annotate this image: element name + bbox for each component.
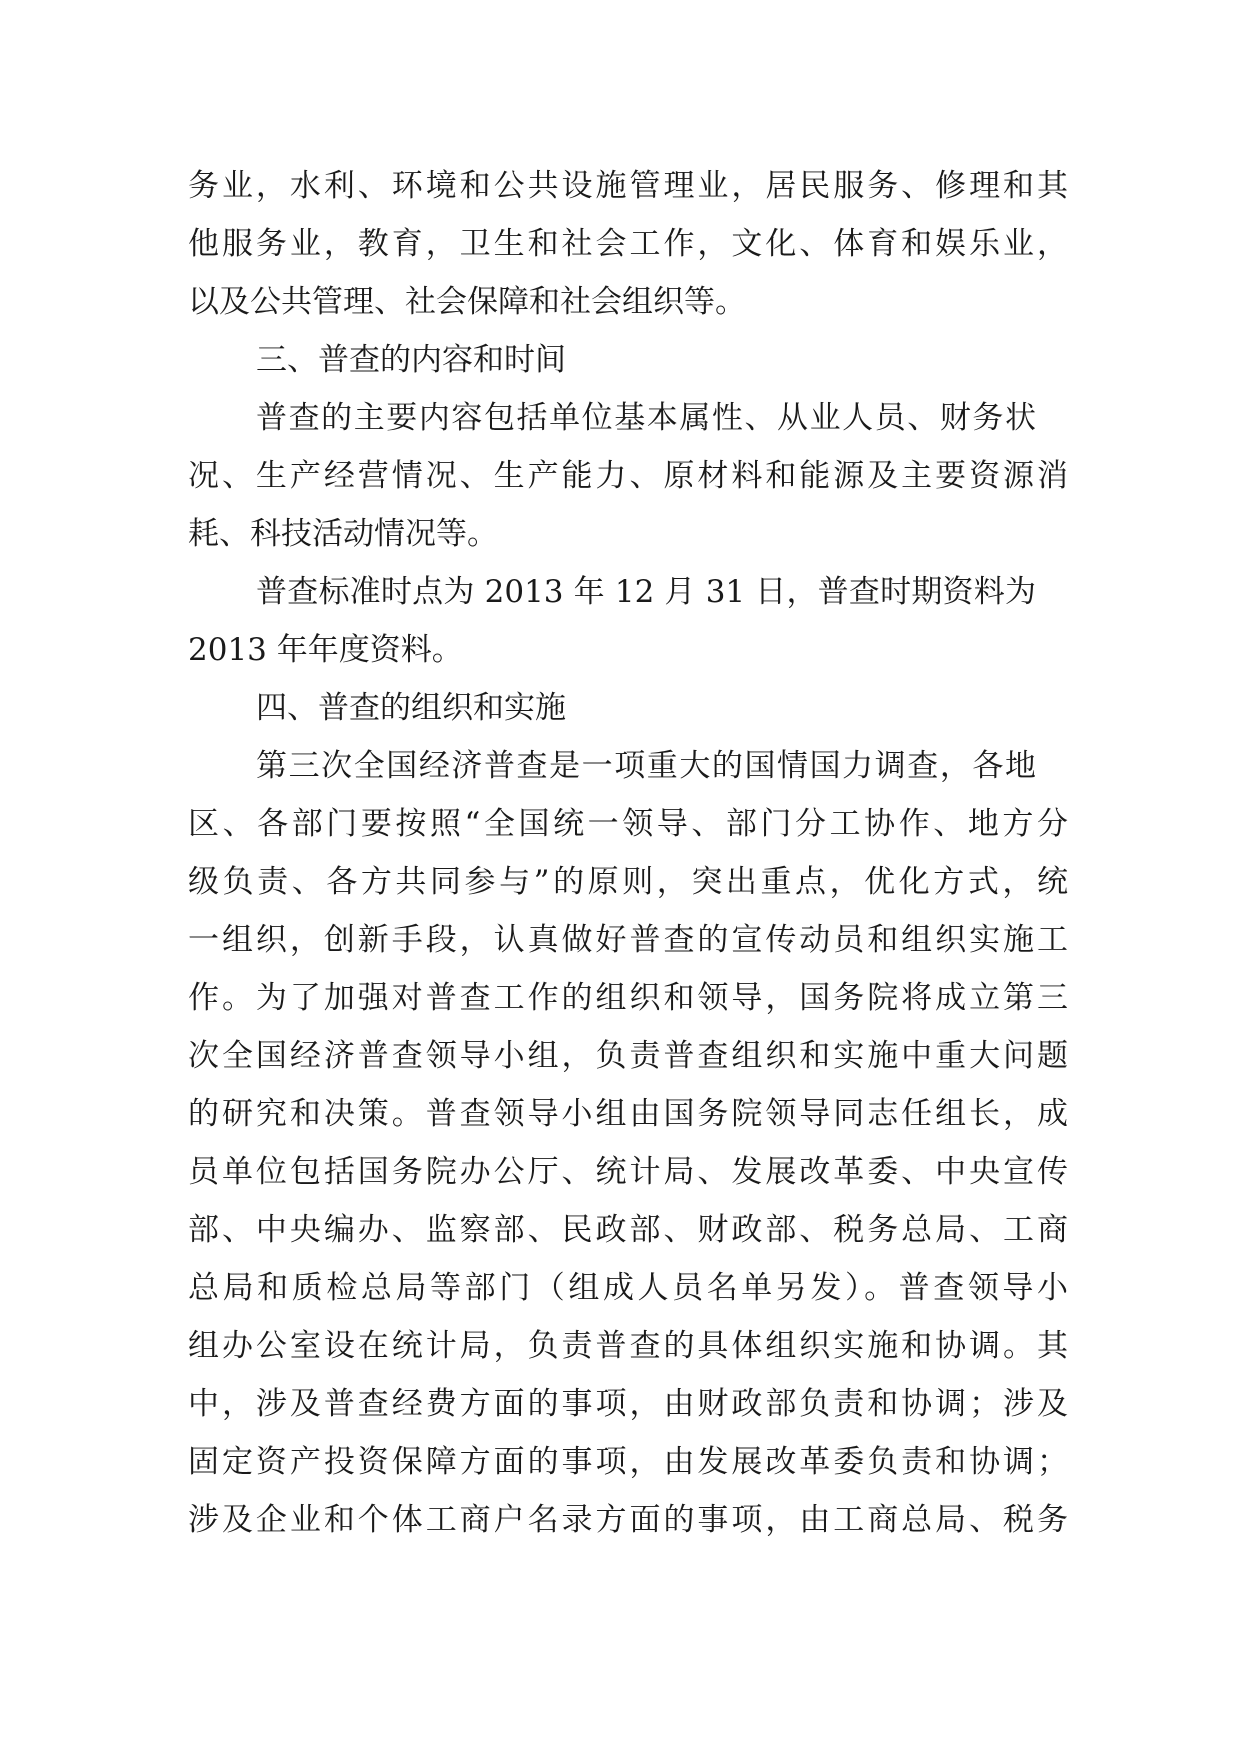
section-heading: 三、普查的内容和时间 — [256, 342, 566, 378]
text-line: 以及公共管理、社会保障和社会组织等。 — [188, 284, 746, 320]
text-line: 一组织，创新手段，认真做好普查的宣传动员和组织实施工 — [188, 922, 1068, 958]
text-line: 部、中央编办、监察部、民政部、财政部、税务总局、工商 — [188, 1212, 1068, 1248]
text-line: 他服务业，教育，卫生和社会工作，文化、体育和娱乐业， — [188, 226, 1068, 262]
text-line: 耗、科技活动情况等。 — [188, 516, 498, 552]
section-heading: 四、普查的组织和实施 — [256, 690, 566, 726]
text-line: 次全国经济普查领导小组，负责普查组织和实施中重大问题 — [188, 1038, 1068, 1074]
text-line: 务业，水利、环境和公共设施管理业，居民服务、修理和其 — [188, 168, 1068, 204]
text-line: 2013 年年度资料。 — [188, 632, 463, 668]
text-line: 组办公室设在统计局，负责普查的具体组织实施和协调。其 — [188, 1328, 1068, 1364]
text-line: 员单位包括国务院办公厅、统计局、发展改革委、中央宣传 — [188, 1154, 1068, 1190]
text-line: 总局和质检总局等部门（组成人员名单另发）。普查领导小 — [188, 1270, 1068, 1306]
text-line: 中，涉及普查经费方面的事项，由财政部负责和协调；涉及 — [188, 1386, 1068, 1422]
text-line: 第三次全国经济普查是一项重大的国情国力调查，各地 — [256, 748, 1036, 784]
text-line: 级负责、各方共同参与”的原则，突出重点，优化方式，统 — [188, 864, 1068, 900]
text-line: 固定资产投资保障方面的事项，由发展改革委负责和协调； — [188, 1444, 1068, 1480]
text-line: 况、生产经营情况、生产能力、原材料和能源及主要资源消 — [188, 458, 1068, 494]
text-line: 作。为了加强对普查工作的组织和领导，国务院将成立第三 — [188, 980, 1068, 1016]
text-line: 普查的主要内容包括单位基本属性、从业人员、财务状 — [256, 400, 1036, 436]
text-line: 普查标准时点为 2013 年 12 月 31 日，普查时期资料为 — [256, 574, 1036, 610]
text-line: 涉及企业和个体工商户名录方面的事项，由工商总局、税务 — [188, 1502, 1068, 1538]
text-line: 区、各部门要按照“全国统一领导、部门分工协作、地方分 — [188, 806, 1068, 842]
text-line: 的研究和决策。普查领导小组由国务院领导同志任组长，成 — [188, 1096, 1068, 1132]
